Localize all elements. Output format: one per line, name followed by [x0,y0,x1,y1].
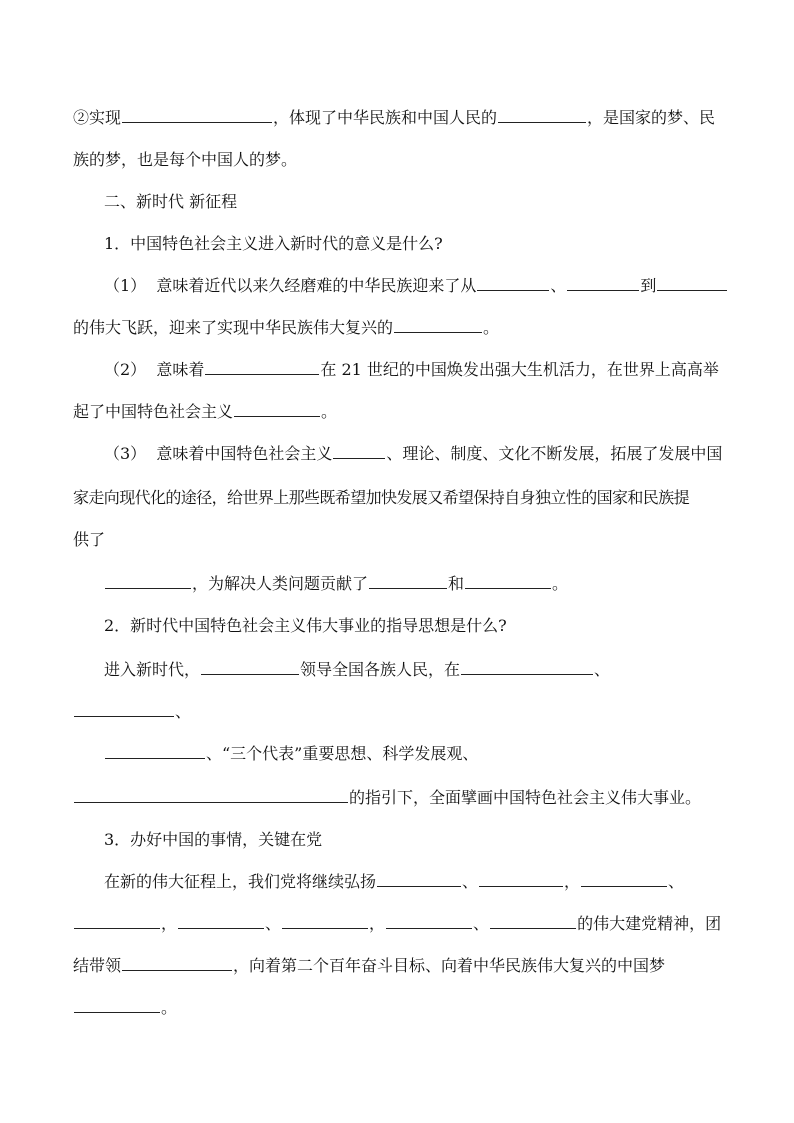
text-line [73,994,723,1022]
blank-line [461,656,593,675]
blank-line [394,314,482,333]
text: ，向着第二个百年奋斗目标、向着中华民族伟大复兴的中国梦 [233,956,666,975]
blank-line [282,910,368,929]
blank-line [74,910,160,929]
text-line [73,910,723,938]
text: 的指引下，全面擘画中国特色社会主义伟大事业。 [349,788,702,807]
text: 、理论、制度、文化不断发展，拓展了发展中国 [386,444,723,463]
text: 2．新时代中国特色社会主义伟大事业的指导思想是什么? [104,616,507,635]
text: 。 [161,998,178,1017]
text-line [73,398,723,426]
text-line [104,740,754,768]
text: 、 [473,914,490,933]
text: ，体现了中华民族和中国人民的 [273,108,498,127]
text: 、 [594,660,611,679]
blank-line [377,868,461,887]
text: ，为解决人类问题贡献了 [192,574,369,593]
text-line [104,656,754,684]
text: 在 21 世纪的中国焕发出强大生机活力，在世界上高高举 [320,360,719,379]
text-line [104,272,754,300]
text: 、 [175,702,192,721]
blank-line [178,910,264,929]
text: 、 [462,872,479,891]
blank-line [201,656,299,675]
blank-line [105,570,191,589]
text: 领导全国各族人民，在 [300,660,461,679]
blank-line [105,740,205,759]
text: 的伟大飞跃，迎来了实现中华民族伟大复兴的 [73,318,394,337]
blank-line [74,784,348,803]
text-line [73,952,723,980]
blank-line [234,398,320,417]
text: 意味着近代以来久经磨难的中华民族迎来了从 [156,276,477,295]
text: 族的梦，也是每个中国人的梦。 [73,150,298,169]
blank-line [498,104,586,123]
text: 意味着中国特色社会主义 [156,444,333,463]
question-title [104,826,754,854]
text: ②实现 [73,108,122,127]
text-line [73,314,723,342]
text-line [73,698,723,726]
text: 结带领 [73,956,122,975]
text: 进入新时代， [104,660,201,679]
blank-line [369,570,447,589]
text: 。 [321,402,338,421]
blank-line [122,952,232,971]
text: 的伟大建党精神，团 [577,914,722,933]
blank-line [205,356,319,375]
text: 1．中国特色社会主义进入新时代的意义是什么? [104,234,443,253]
blank-line [490,910,576,929]
text: 、 [265,914,282,933]
blank-line [477,272,549,291]
blank-line [657,272,727,291]
text-line [104,440,754,468]
text: 起了中国特色社会主义 [73,402,234,421]
text: 3．办好中国的事情，关键在党 [104,830,323,849]
item-number: （1） [104,276,147,295]
blank-line [479,868,563,887]
text-line [73,784,723,812]
text: 。 [483,318,500,337]
blank-line [122,104,272,123]
text: 家走向现代化的途径，给世界上那些既希望加快发展又希望保持自身独立性的国家和民族提 [73,488,690,507]
text: 到 [640,276,657,295]
item-number: （3） [104,444,147,463]
text-line [104,356,754,384]
text: 供了 [73,530,106,549]
text: 意味着 [156,360,205,379]
text: ， [161,914,178,933]
question-title [104,612,754,640]
text: 和 [448,574,465,593]
text: 、“三个代表”重要思想、科学发展观、 [206,744,479,763]
blank-line [581,868,667,887]
blank-line [74,994,160,1013]
text-line [73,526,723,554]
text: ， [369,914,386,933]
blank-line [567,272,639,291]
blank-line [386,910,472,929]
text-line [73,104,723,132]
text-line [104,570,754,598]
text: 在新的伟大征程上，我们党将继续弘扬 [104,872,377,891]
text: ， [564,872,581,891]
question-title [104,230,754,258]
text: ，是国家的梦、民 [587,108,716,127]
text-line [73,146,723,174]
blank-line [333,440,385,459]
text: 。 [552,574,569,593]
blank-line [465,570,551,589]
blank-line [74,698,174,717]
text-line [104,868,754,896]
text: 二、新时代 新征程 [104,192,238,211]
item-number: （2） [104,360,147,379]
text: 、 [550,276,567,295]
section-title [104,188,754,216]
text: 、 [668,872,685,891]
text-line [73,484,723,512]
